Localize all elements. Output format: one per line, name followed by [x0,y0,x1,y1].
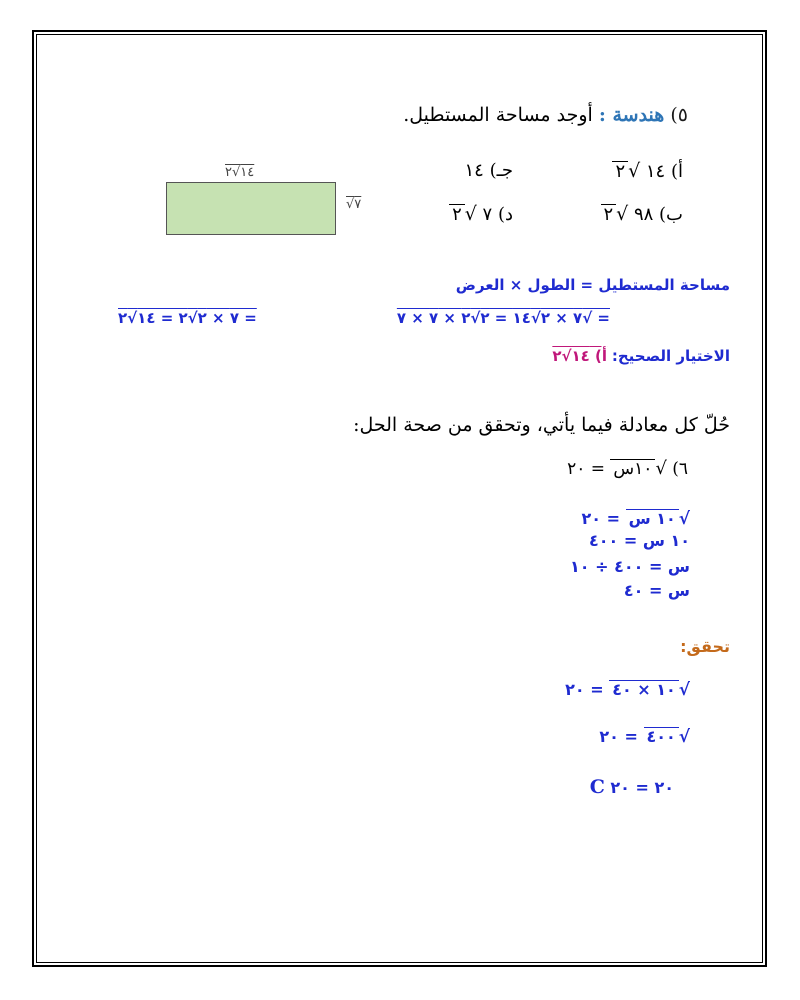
question-number: ٥) [670,104,688,126]
answer-label: الاختيار الصحيح: [611,347,730,365]
check-line-2 [599,726,690,746]
option-d-label: د) [497,204,513,225]
step-1-radicand: ١٠ س [626,509,679,528]
option-c[interactable] [464,160,513,181]
check-1-rhs: = ٢٠ [565,680,604,699]
rectangle-figure [166,182,336,235]
option-d-value: ٧ [482,204,493,225]
option-d[interactable] [449,203,513,226]
rectangle-length-label: ١٤√٢ [225,165,255,180]
sqrt-icon: √ [678,508,690,528]
solution-step-2: ١٠ س = ٤٠٠ [588,531,690,550]
option-a-label: أ) [670,161,683,182]
option-d-radicand: ٢ [449,204,465,226]
sqrt-icon: √ [628,160,641,182]
answer-value: أ) ١٤√٢ [552,347,608,365]
option-b-value: ٩٨ [633,204,654,225]
equation-6 [567,458,688,480]
option-a[interactable] [612,160,683,183]
calc-right-text: = √٧ × ٢√١٤ = ٢√٢ × ٧ × ٧ [396,309,610,327]
calc-left-text: = ٧ × ٢√٢ = ١٤√٢ [118,309,257,327]
option-c-value: ١٤ [464,160,484,181]
sqrt-icon: √ [678,726,690,746]
check-2-radicand: ٤٠٠ [644,727,679,746]
option-b[interactable] [601,203,684,226]
check-heading: تحقق: [680,637,730,656]
question-5 [403,104,688,126]
equation-6-number: ٦) [672,459,688,479]
check-line-3 [576,776,674,798]
option-c-label: جـ) [489,160,513,181]
sqrt-icon: √ [678,679,690,699]
solution-step-3: س = ٤٠٠ ÷ ١٠ [570,557,690,576]
equation-6-rhs: = ٢٠ [567,459,605,479]
solution-step-1 [582,508,690,528]
step-1-rhs: = ٢٠ [581,509,621,528]
area-calculation-right [397,309,610,327]
question-prompt: أوجد مساحة المستطيل. [403,104,593,126]
check-2-rhs: = ٢٠ [599,727,638,746]
check-3-equation: ٢٠ = ٢٠ [610,778,674,797]
solution-step-4: س = ٤٠ [623,581,690,600]
area-calculation-left [118,309,257,327]
area-formula: مساحة المستطيل = الطول × العرض [455,276,730,294]
sqrt-icon: √ [655,458,667,479]
question-topic: هندسة : [598,104,665,126]
option-b-label: ب) [659,204,683,225]
equation-6-radicand: ١٠س [610,459,655,480]
check-line-1 [565,679,690,699]
sqrt-icon: √ [464,203,477,225]
option-a-value: ١٤ [645,161,666,182]
instruction-heading: حُلّ كل معادلة فيما يأتي، وتحقق من صحة الحل: [353,414,730,436]
check-1-radicand: ١٠ × ٤٠ [609,680,679,699]
checkmark-icon: C [589,776,605,798]
option-b-radicand: ٢ [601,204,617,226]
sqrt-icon: √ [616,203,629,225]
rectangle-width-label: √٧ [346,197,362,212]
option-a-radicand: ٢ [612,161,628,183]
correct-answer [552,347,730,365]
